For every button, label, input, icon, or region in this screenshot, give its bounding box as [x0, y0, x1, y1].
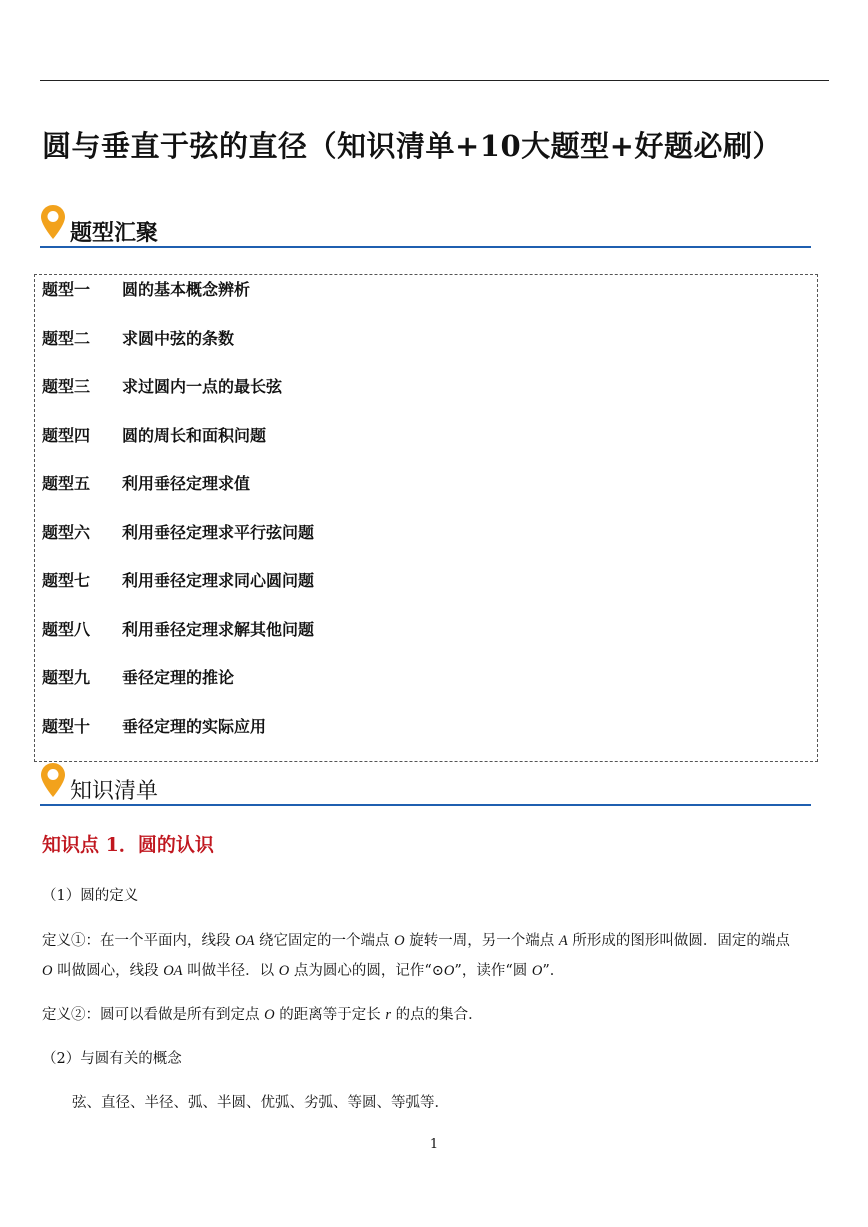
- text-run: 定义②：圆可以看做是所有到定点: [42, 1007, 265, 1023]
- text-run: 所形成的图形叫做圆．固定的端点: [567, 933, 790, 949]
- list-item: [42, 423, 266, 446]
- knowledge-point-title: 知识点 1．圆的认识: [42, 834, 214, 856]
- type-title: 垂径定理的实际应用: [122, 717, 267, 736]
- math-var: r: [385, 1007, 391, 1023]
- text-run: 绕它固定的一个端点: [254, 933, 395, 949]
- type-number: 题型五: [42, 474, 91, 493]
- text-run: 定义①：在一个平面内，线段: [42, 933, 236, 949]
- question-type-list: [34, 274, 818, 762]
- text-run: 旋转一周，另一个端点: [404, 933, 559, 949]
- definition-1-line-1: [42, 929, 790, 950]
- header-rule: [40, 80, 829, 81]
- map-pin-icon: [40, 762, 66, 798]
- definition-1-line-2: [42, 959, 564, 980]
- type-number: 题型三: [42, 377, 91, 396]
- type-title: 求圆中弦的条数: [122, 329, 235, 348]
- type-title: 利用垂径定理求平行弦问题: [122, 523, 315, 542]
- type-title: 垂径定理的推论: [122, 668, 235, 687]
- math-var: O: [278, 963, 290, 979]
- text-run: 点为圆心的圆，记作“⊙: [289, 963, 444, 979]
- type-number: 题型八: [42, 620, 91, 639]
- text-run: 叫做半径．以: [182, 963, 279, 979]
- text-run: ”，读作“圆: [454, 963, 532, 979]
- type-number: 题型二: [42, 329, 91, 348]
- type-number: 题型九: [42, 668, 91, 687]
- text-run: 叫做圆心，线段: [52, 963, 164, 979]
- math-var: OA: [235, 933, 255, 949]
- list-item: [42, 374, 282, 397]
- type-number: 题型七: [42, 571, 91, 590]
- section-label: 知识清单: [70, 779, 159, 804]
- list-item: [42, 277, 250, 300]
- list-item: [42, 471, 250, 494]
- type-title: 圆的周长和面积问题: [122, 426, 267, 445]
- subheading-related-concepts: （2）与圆有关的概念: [42, 1051, 182, 1067]
- math-var: O: [264, 1007, 275, 1023]
- math-var: O: [42, 963, 53, 979]
- section-label: 题型汇聚: [70, 220, 159, 246]
- list-item: [42, 617, 314, 640]
- math-var: O: [443, 963, 455, 979]
- text-run: 的距离等于定长: [274, 1007, 386, 1023]
- page-number: 1: [429, 1137, 439, 1152]
- math-var: A: [558, 933, 568, 949]
- section-heading-knowledge-list: [40, 768, 811, 806]
- text-run: ”．: [542, 963, 565, 979]
- type-number: 题型一: [42, 280, 91, 299]
- subheading-circle-definition: （1）圆的定义: [42, 888, 139, 904]
- type-number: 题型四: [42, 426, 91, 445]
- definition-2: [42, 1003, 483, 1024]
- type-number: 题型十: [42, 717, 91, 736]
- math-var: OA: [163, 963, 183, 979]
- list-item: [42, 326, 234, 349]
- list-item: [42, 665, 234, 688]
- type-title: 利用垂径定理求解其他问题: [122, 620, 315, 639]
- text-run: 的点的集合．: [390, 1007, 483, 1023]
- map-pin-icon: [40, 204, 66, 240]
- section-heading-question-types: [40, 210, 811, 248]
- type-number: 题型六: [42, 523, 91, 542]
- math-var: O: [394, 933, 405, 949]
- type-title: 利用垂径定理求同心圆问题: [122, 571, 315, 590]
- type-title: 求过圆内一点的最长弦: [122, 377, 283, 396]
- document-title: 圆与垂直于弦的直径（知识清单+10大题型+好题必刷）: [42, 129, 782, 163]
- concepts-list: 弦、直径、半径、弧、半圆、优弧、劣弧、等圆、等弧等．: [72, 1095, 449, 1111]
- list-item: [42, 714, 266, 737]
- math-var: O: [531, 963, 543, 979]
- type-title: 圆的基本概念辨析: [122, 280, 251, 299]
- list-item: [42, 520, 314, 543]
- list-item: [42, 568, 314, 591]
- type-title: 利用垂径定理求值: [122, 474, 251, 493]
